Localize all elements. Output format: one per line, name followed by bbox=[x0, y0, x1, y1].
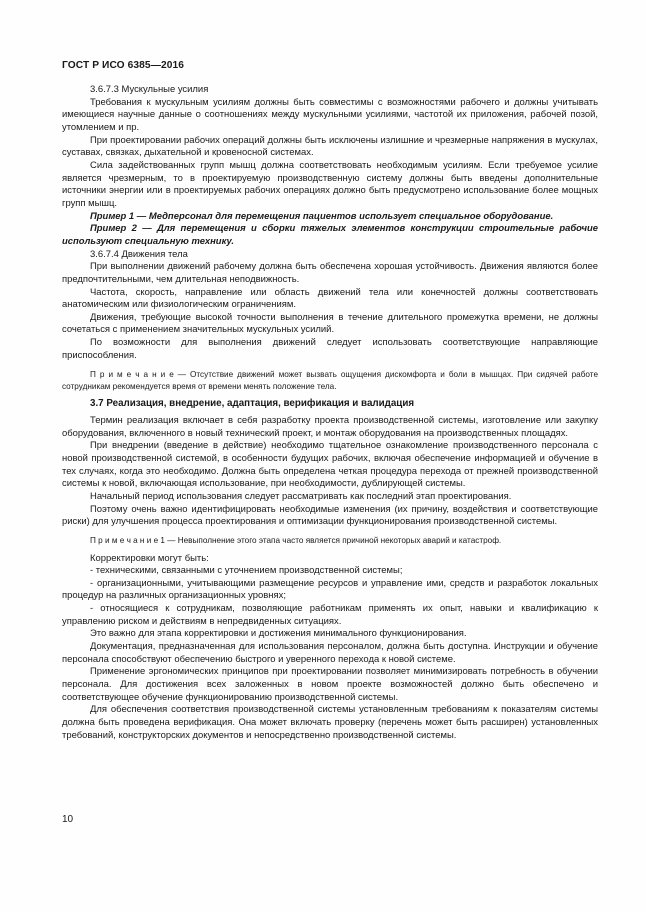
example-2: Пример 2 — Для перемещения и сборки тяжелых элементов конструкции строительные рабочие используют специальную технику. bbox=[62, 223, 598, 247]
subsection-heading-3673: 3.6.7.3 Мускульные усилия bbox=[90, 84, 209, 95]
paragraph: Корректировки могут быть: bbox=[90, 552, 209, 564]
example-1: Пример 1 — Медперсонал для перемещения пациентов использует специальное оборудование. bbox=[90, 210, 554, 222]
document-body bbox=[62, 84, 598, 742]
note-2 bbox=[62, 535, 598, 547]
page-number: 10 bbox=[62, 814, 74, 825]
paragraph: По возможности для выполнения движений следует использовать соответствующие направляющие приспособления. bbox=[62, 337, 598, 361]
note-label: П р и м е ч а н и е bbox=[90, 370, 174, 380]
note-text: 1 — Невыполнение этого этапа часто является причиной некоторых аварий и катастроф. bbox=[158, 536, 502, 545]
list-item: - техническими, связанными с уточнением производственной системы; bbox=[90, 565, 403, 577]
document-header: ГОСТ Р ИСО 6385—2016 bbox=[62, 60, 185, 71]
paragraph: Начальный период использования следует рассматривать как последний этап проектирования. bbox=[90, 491, 512, 503]
paragraph: Для обеспечения соответствия производственной системы установленным требованиям к показателям системы должна быть проведена верификация. Она может включать проверку (перечень может быть расширен) установленных требований, конструкторских документов и непосредственно производственной системы. bbox=[62, 704, 598, 741]
list-item: - организационными, учитывающими размещение ресурсов и управление ими, средств и разработок локальных процедур на различных организационных уровнях; bbox=[62, 577, 598, 602]
paragraph: При выполнении движений рабочему должна быть обеспечена хорошая устойчивость. Движения являются более предпочтительными, чем длительная неподвижность. bbox=[62, 261, 598, 285]
paragraph: Термин реализация включает в себя разработку проекта производственной системы, изготовление или закупку оборудования, включенного в новый технический проект, и монтаж оборудования на производственных площадях. bbox=[62, 415, 598, 439]
list-item: - относящиеся к сотрудникам, позволяющие работникам применять их опыт, навыки и квалификацию к управлению риском и действиям в непредвиденных ситуациях. bbox=[62, 603, 598, 627]
paragraph: Это важно для этапа корректировки и достижения минимального функционирования. bbox=[90, 628, 467, 640]
paragraph: Требования к мускульным усилиям должны быть совместимы с возможностями рабочего и должны учитывать имеющиеся научные данные о соотношениях между мускульными усилиями, частотой их приложения, рабочей позой, утомлением и пр. bbox=[62, 96, 598, 133]
paragraph: Движения, требующие высокой точности выполнения в течение длительного промежутка времени, не должны сочетаться с применением значительных мускульных усилий. bbox=[62, 311, 598, 336]
paragraph: Применение эргономических принципов при проектировании позволяет минимизировать потребность в обучении персонала. Для достижения всех заложенных в новом проекте возможностей должно быть обеспечено и соответствующее обучение функционированию производственной системы. bbox=[62, 666, 598, 703]
note-label: П р и м е ч а н и е bbox=[90, 536, 159, 545]
paragraph: При внедрении (введение в действие) необходимо тщательное ознакомление производственного персонала с новой производственной системой, в особенности будущих рабочих, включая обеспечение информацией и обучение в тех случаях, когда это необходимо. Должна быть определена четкая процедура перехода от прежней производственной системы к новой, включающая использование, при необходимости, дублирующей системы. bbox=[62, 440, 598, 490]
paragraph: Сила задействованных групп мышц должна соответствовать необходимым усилиям. Если требуемое усилие является чрезмерным, то в проектируемую производственную систему должны быть введены дополнительные источники энергии или в проектируемых рабочих операциях должно быть предусмотрено использование более мощных групп мышц. bbox=[62, 159, 598, 209]
paragraph: Частота, скорость, направление или область движений тела или конечностей должны соответствовать анатомическим или физиологическим ограничениям. bbox=[62, 286, 598, 311]
note-1 bbox=[62, 369, 598, 392]
section-heading-37: 3.7 Реализация, внедрение, адаптация, верификация и валидация bbox=[90, 398, 415, 410]
subsection-heading-3674: 3.6.7.4 Движения тела bbox=[90, 248, 188, 260]
note-text: — Отсутствие движений может вызвать ощущения дискомфорта и боли в мышцах. При сидячей работе сотрудникам рекомендуется время от времени менять положение тела. bbox=[62, 370, 598, 391]
paragraph: Поэтому очень важно идентифицировать необходимые изменения (их причину, воздействия и соответствующие риски) для улучшения процесса проектирования и оптимизации функционирования производственной системы. bbox=[62, 503, 598, 528]
paragraph: Документация, предназначенная для использования персоналом, должна быть доступна. Инструкции и обучение персонала способствуют обеспечению быстрого и уверенного перехода к новой системе. bbox=[62, 641, 598, 665]
paragraph: При проектировании рабочих операций должны быть исключены излишние и чрезмерные напряжения в мускулах, суставах, связках, дыхательной и кровеносной системах. bbox=[62, 134, 598, 159]
